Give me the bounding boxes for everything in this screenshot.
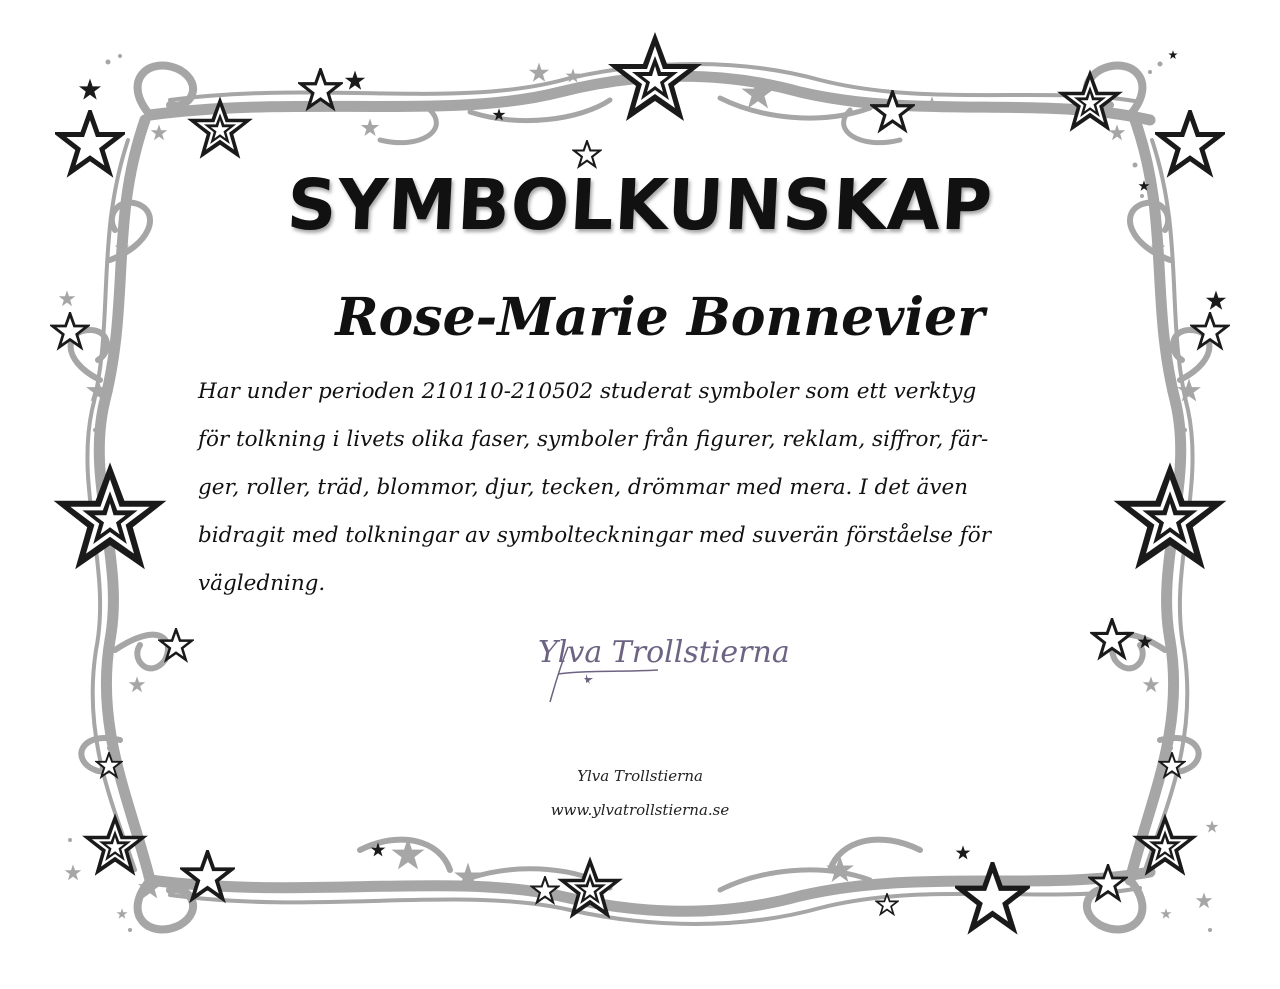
- body-line: vägledning.: [198, 571, 326, 596]
- body-line: ger, roller, träd, blommor, djur, tecken, drömmar med mera. I det även: [198, 475, 969, 500]
- body-line: Har under perioden 210110-210502 studerat symboler som ett verktyg: [198, 379, 977, 404]
- recipient-name: Rose-Marie Bonnevier: [335, 287, 985, 348]
- signature-text: Ylva Trollstierna: [538, 635, 790, 670]
- body-line: bidragit med tolkningar av symbolteckningar med suverän förståelse för: [198, 523, 991, 548]
- website-link[interactable]: www.ylvatrollstierna.se: [550, 801, 730, 819]
- handwritten-signature: [528, 612, 808, 712]
- signer-name: Ylva Trollstierna: [577, 767, 703, 785]
- body-line: för tolkning i livets olika faser, symboler från figurer, reklam, siffror, fär-: [198, 427, 989, 452]
- certificate-body: [198, 368, 1078, 608]
- certificate-title: SYMBOLKUNSKAP: [285, 164, 995, 246]
